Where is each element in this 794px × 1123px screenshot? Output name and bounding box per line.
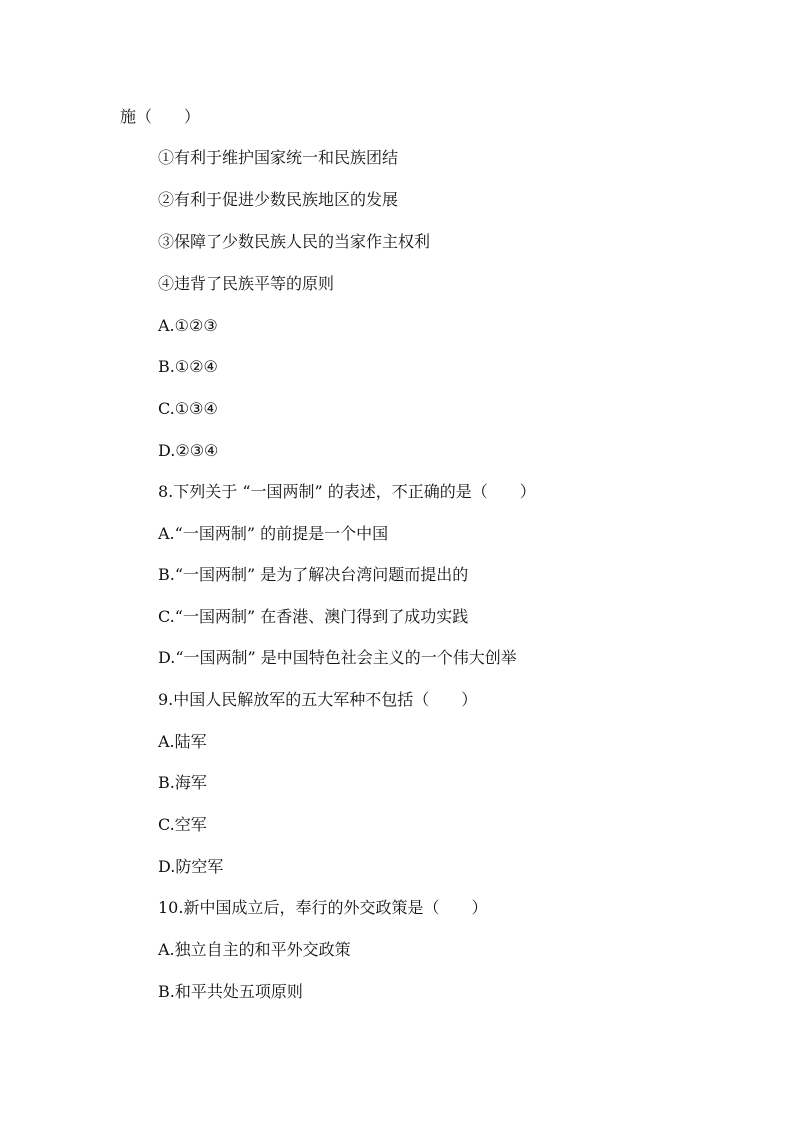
option-c: C.①③④ — [158, 399, 218, 418]
question-8-option-c: C.“一国两制” 在香港、澳门得到了成功实践 — [158, 607, 469, 626]
question-10-option-a: A.独立自主的和平外交政策 — [158, 940, 351, 959]
question-9-option-c: C.空军 — [158, 815, 207, 834]
question-9-option-d: D.防空军 — [158, 857, 224, 876]
statement-1: ①有利于维护国家统一和民族团结 — [158, 148, 399, 167]
question-8-stem: 8.下列关于 “一国两制” 的表述，不正确的是（ ） — [158, 482, 536, 501]
statement-2: ②有利于促进少数民族地区的发展 — [158, 190, 399, 209]
option-d: D.②③④ — [158, 441, 219, 460]
question-9-option-a: A.陆军 — [158, 732, 207, 751]
question-9-option-b: B.海军 — [158, 773, 207, 792]
question-10-option-b: B.和平共处五项原则 — [158, 982, 303, 1001]
question-stem-tail: 施（ ） — [120, 107, 201, 126]
question-9-stem: 9.中国人民解放军的五大军种不包括（ ） — [158, 690, 478, 709]
question-8-option-b: B.“一国两制” 是为了解决台湾问题而提出的 — [158, 565, 469, 584]
question-10-stem: 10.新中国成立后，奉行的外交政策是（ ） — [158, 898, 488, 917]
option-a: A.①②③ — [158, 316, 218, 335]
question-8-option-d: D.“一国两制” 是中国特色社会主义的一个伟大创举 — [158, 648, 517, 667]
statement-4: ④违背了民族平等的原则 — [158, 274, 335, 293]
statement-3: ③保障了少数民族人民的当家作主权利 — [158, 232, 431, 251]
option-b: B.①②④ — [158, 357, 218, 376]
question-8-option-a: A.“一国两制” 的前提是一个中国 — [158, 524, 389, 543]
